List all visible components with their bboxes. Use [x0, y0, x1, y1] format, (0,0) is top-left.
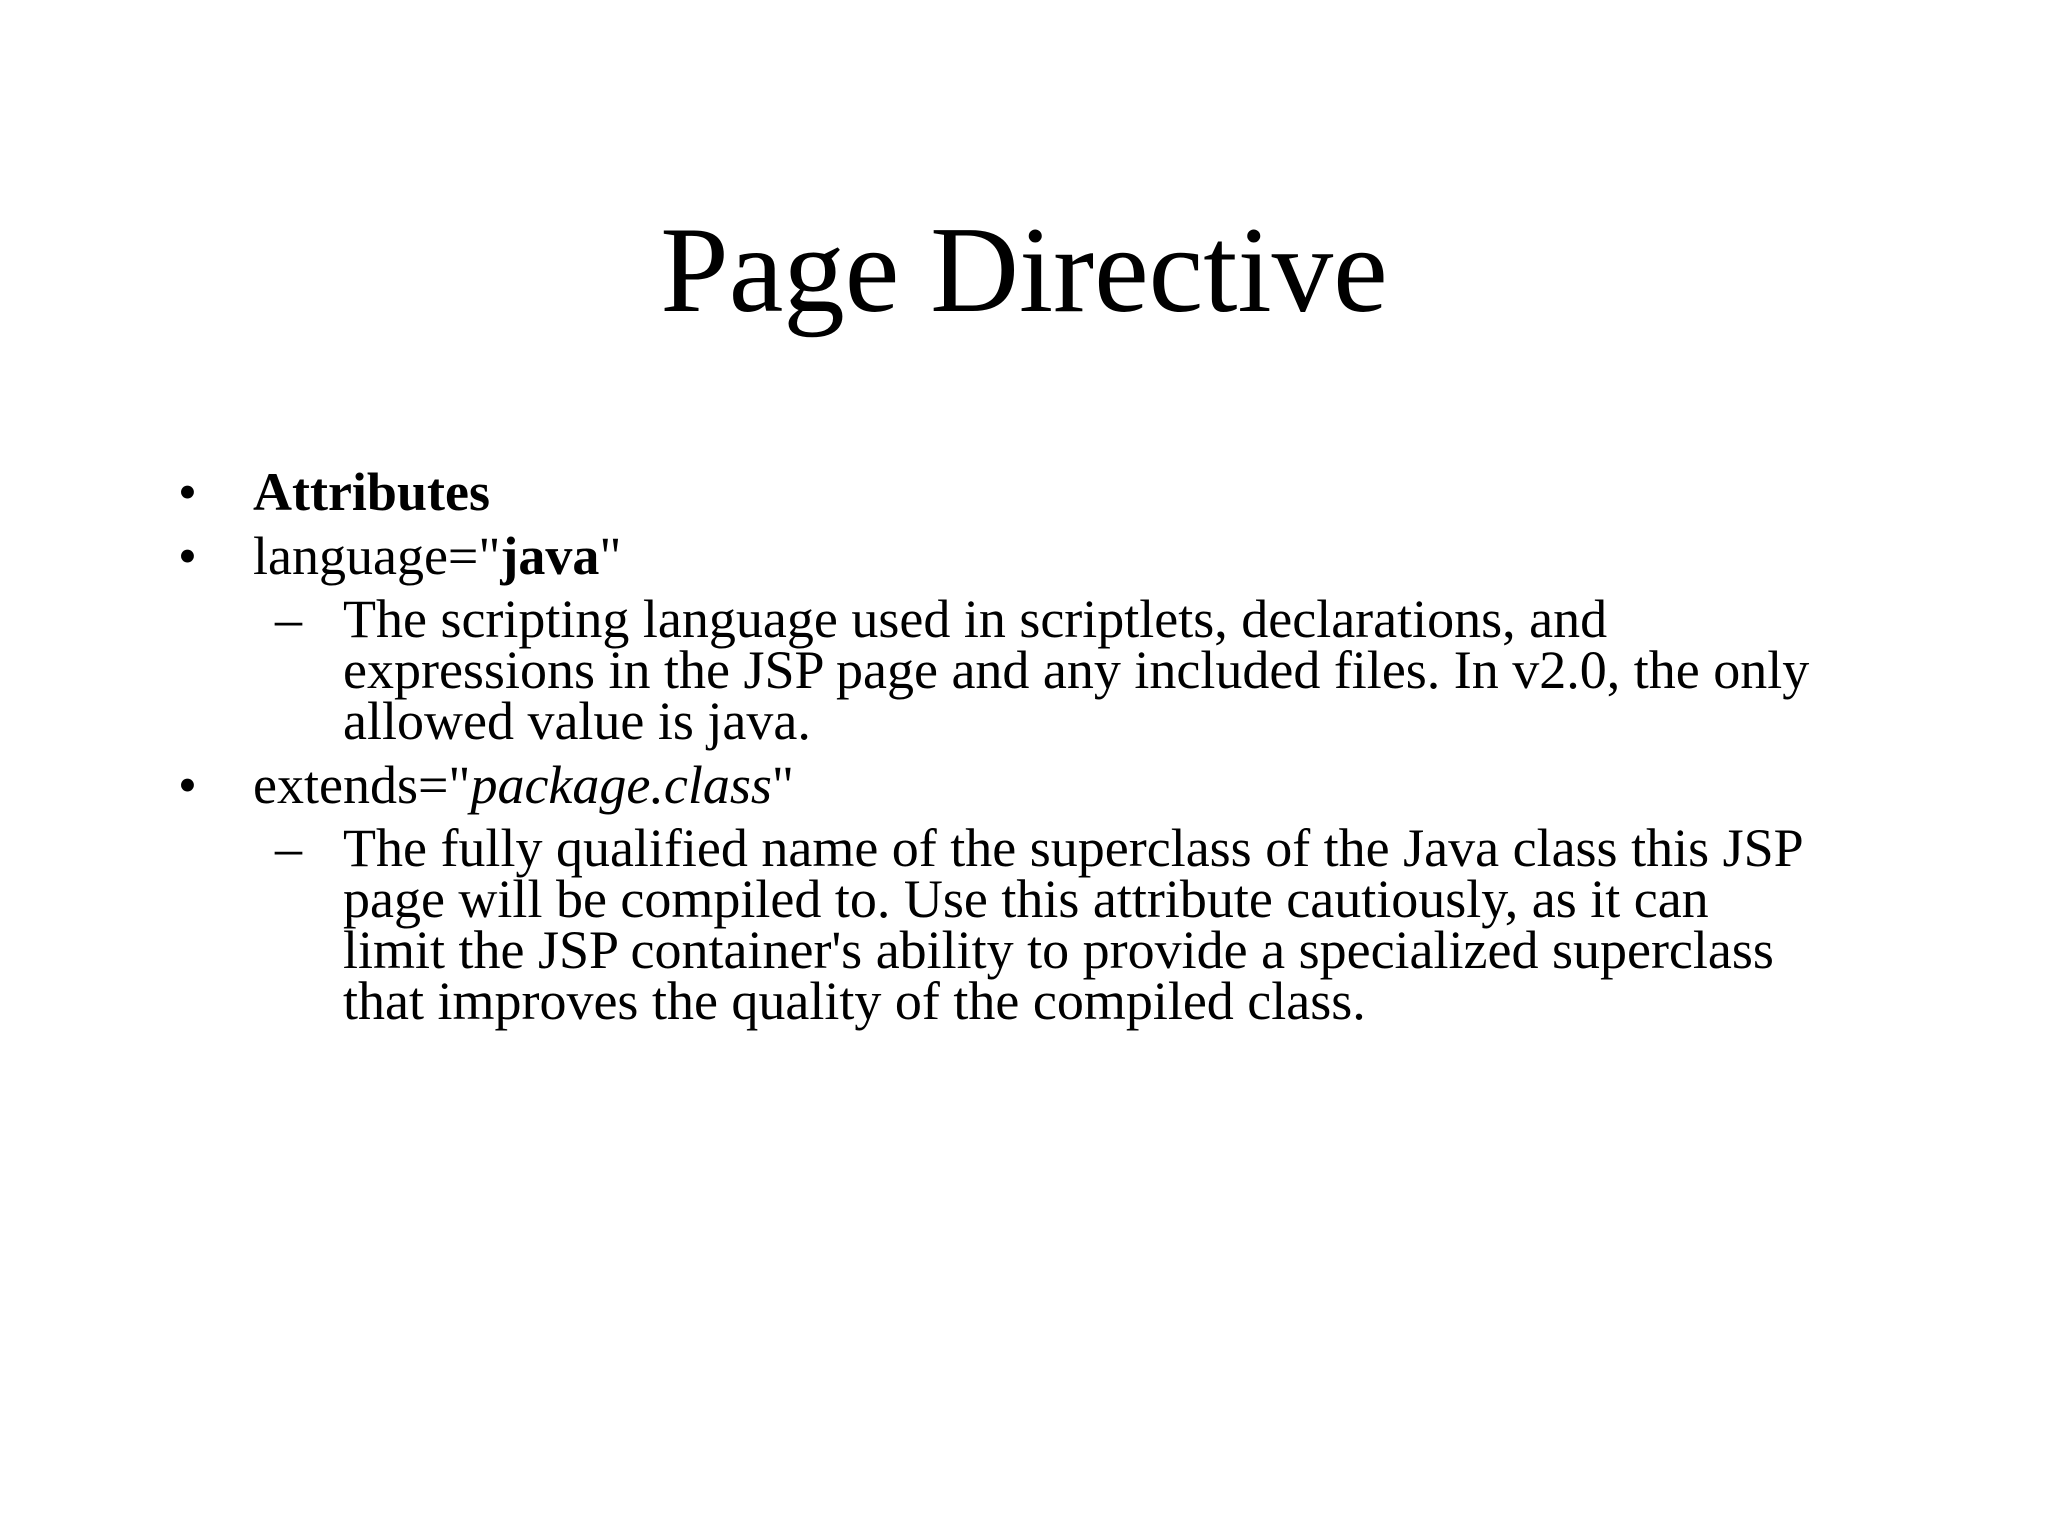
dash-marker: –: [275, 818, 302, 878]
bullet-item-attributes: [0, 460, 1853, 524]
bullet-marker: •: [178, 462, 197, 522]
bullet-marker: •: [178, 755, 197, 815]
bullet-list: [0, 460, 2048, 1033]
bullet-text-bold: Attributes: [253, 462, 490, 522]
sub-item-text: The scripting language used in scriptlets, declarations, and expressions in the JSP page and any included files. In v2.0, the only allowed value is java.: [343, 589, 1810, 751]
bullet-item-extends: [0, 753, 1853, 817]
sub-item-language-description: [0, 588, 1823, 753]
bullet-text-suffix: ": [599, 526, 622, 586]
bullet-item-language: [0, 524, 1853, 588]
sub-item-extends-description: [0, 817, 1823, 1033]
bullet-text-prefix: language=": [253, 526, 501, 586]
bullet-text-bold: java: [500, 526, 600, 586]
bullet-text-italic: package.class: [470, 755, 772, 815]
sub-item-text: The fully qualified name of the superclass of the Java class this JSP page will be compiled to. Use this attribute cautiously, as it can limit the JSP container's ability to provide a specialized superclass that improves the quality of the compiled class.: [343, 818, 1802, 1031]
dash-marker: –: [275, 589, 302, 649]
bullet-text-suffix: ": [771, 755, 794, 815]
bullet-marker: •: [178, 526, 197, 586]
bullet-text-prefix: extends=": [253, 755, 471, 815]
slide-title: Page Directive: [660, 201, 1388, 338]
